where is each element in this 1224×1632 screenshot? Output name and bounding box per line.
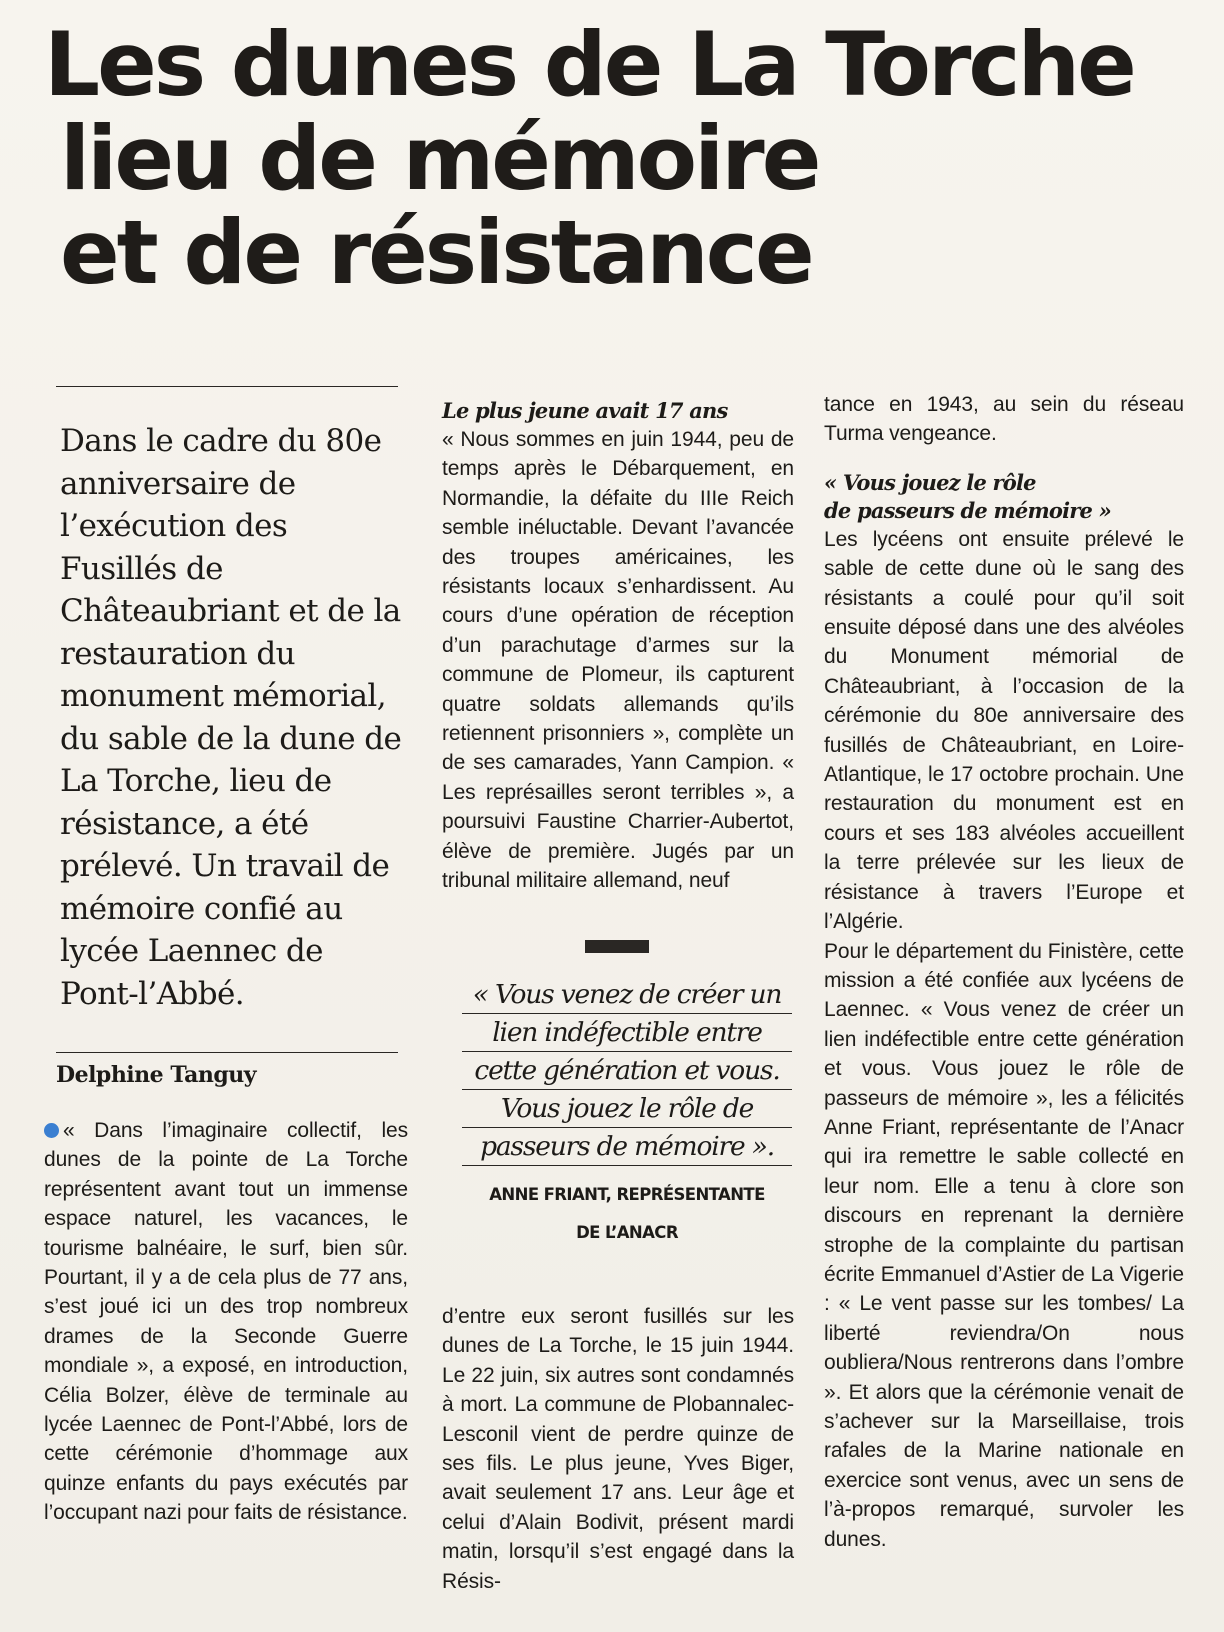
pullquote-author xyxy=(462,1176,792,1252)
pullquote-line: lien indéfectible entre xyxy=(462,1014,792,1052)
body-paragraph: Les lycéens ont ensuite prélevé le sable de cette dune où le sang des résistants a coulé pour qu’il soit ensuite déposé dans une des alvéoles du Monument mémorial de Châteaubriant, à l’occasion de la cérémonie du 80e anniversaire des fusillés de Châteaubriant, en Loire-Atlantique, le 17 octobre prochain. Une restauration du monument est en cours et ses 183 alvéoles accueillent la terre prélevée sur les lieux de résistance à travers l’Europe et l’Algérie. xyxy=(824,527,1184,934)
body-paragraph: tance en 1943, au sein du réseau Turma vengeance. xyxy=(824,393,1184,446)
article-column-3 xyxy=(824,390,1184,1554)
subheading-line: « Vous jouez le rôle xyxy=(824,469,1036,495)
pullquote-author-line: ANNE FRIANT, REPRÉSENTANTE xyxy=(489,1185,765,1204)
body-paragraph: d’entre eux seront fusillés sur les dunes de La Torche, le 15 juin 1944. Le 22 juin, six autres sont condamnés à mort. La commune de Plobannalec-Lesconil vient de perdre quinze de ses fils. Le plus jeune, Yves Biger, avait seulement 17 ans. Leur âge et celui d’Alain Bodivit, présent mardi matin, lorsqu’il s’est engagé dans la Résis- xyxy=(442,1305,794,1593)
article-column-1 xyxy=(44,1116,408,1528)
headline-line-1: Les dunes de La Torche xyxy=(44,13,1134,116)
article-column-2-top xyxy=(442,397,794,896)
article-column-2-bottom xyxy=(442,1302,794,1596)
pullquote-author-line: DE L’ANACR xyxy=(576,1223,678,1242)
body-paragraph: « Nous sommes en juin 1944, peu de temps après le Débarquement, en Normandie, la défaite du IIIe Reich semble inéluctable. Devant l’avancée des troupes américaines, les résistants locaux s’enhardissent. Au cours d’une opération de réception d’un parachutage d’armes sur la commune de Plomeur, ils capturent quatre soldats allemands qu’ils retiennent prisonniers », complète un de ses camarades, Yann Campion. « Les représailles seront terribles », a poursuivi Faustine Charrier-Aubertot, élève de première. Jugés par un tribunal militaire allemand, neuf xyxy=(442,428,794,893)
pullquote-line: Vous jouez le rôle de xyxy=(462,1090,792,1128)
pullquote-bar xyxy=(585,940,649,953)
subheading: Le plus jeune avait 17 ans xyxy=(442,398,728,423)
headline-line-3: et de résistance xyxy=(60,201,812,304)
headline-line-2: lieu de mémoire xyxy=(60,107,819,210)
body-paragraph xyxy=(44,1116,408,1528)
subheading xyxy=(824,469,1184,525)
chapo-top-rule xyxy=(56,386,398,387)
byline-top-rule xyxy=(56,1052,398,1053)
body-text: « Dans l’imaginaire collectif, les dunes de la pointe de La Torche représentent avant tout un immense espace naturel, les vacances, le tourisme balnéaire, le surf, bien sûr. Pourtant, il y a de cela plus de 77 ans, s’est joué ici un des trop nombreux drames de la Seconde Guerre mondiale », a exposé, en introduction, Célia Bolzer, élève de terminale au lycée Laennec de Pont-l’Abbé, lors de cette cérémonie d’hommage aux quinze enfants du pays exécutés par l’occupant nazi pour faits de résistance. xyxy=(44,1119,408,1525)
pullquote-line: « Vous venez de créer un xyxy=(462,976,792,1014)
body-paragraph: Pour le département du Finistère, cette mission a été confiée aux lycéens de Laennec. « Vous venez de créer un lien indéfectible entre cette génération et vous. Vous jouez le rôle de passeurs de mémoire », les a félicités Anne Friant, représentante de l’Anacr qui ira remettre le sable collecté en leur nom. Elle a tenu à clore son discours en reprenant la dernière strophe de la complainte du partisan écrite Emmanuel d’Astier de La Vigerie : « Le vent passe sur les tombes/ La liberté reviendra/On nous oubliera/Nous rentrerons dans l’ombre ». Et alors que la cérémonie venait de s’achever sur la Marseillaise, trois rafales de la Marine nationale en exercice sont venus, avec un sens de l’à-propos remarqué, survoler les dunes. xyxy=(824,939,1184,1551)
pullquote-line: passeurs de mémoire ». xyxy=(462,1128,792,1166)
bullet-dot-icon xyxy=(44,1123,59,1138)
lead-paragraph: Dans le cadre du 80e anniversaire de l’exécution des Fusillés de Châteaubriant et de la restauration du monument mémorial, du sable de la dune de La Torche, lieu de résistance, a été prélevé. Un travail de mémoire confié au lycée Laennec de Pont-l’Abbé. xyxy=(60,423,402,1012)
headline xyxy=(44,13,1174,304)
author-byline: Delphine Tanguy xyxy=(56,1062,256,1088)
subheading-line: de passeurs de mémoire » xyxy=(824,497,1111,523)
pullquote-line: cette génération et vous. xyxy=(462,1052,792,1090)
pullquote xyxy=(462,976,792,1166)
